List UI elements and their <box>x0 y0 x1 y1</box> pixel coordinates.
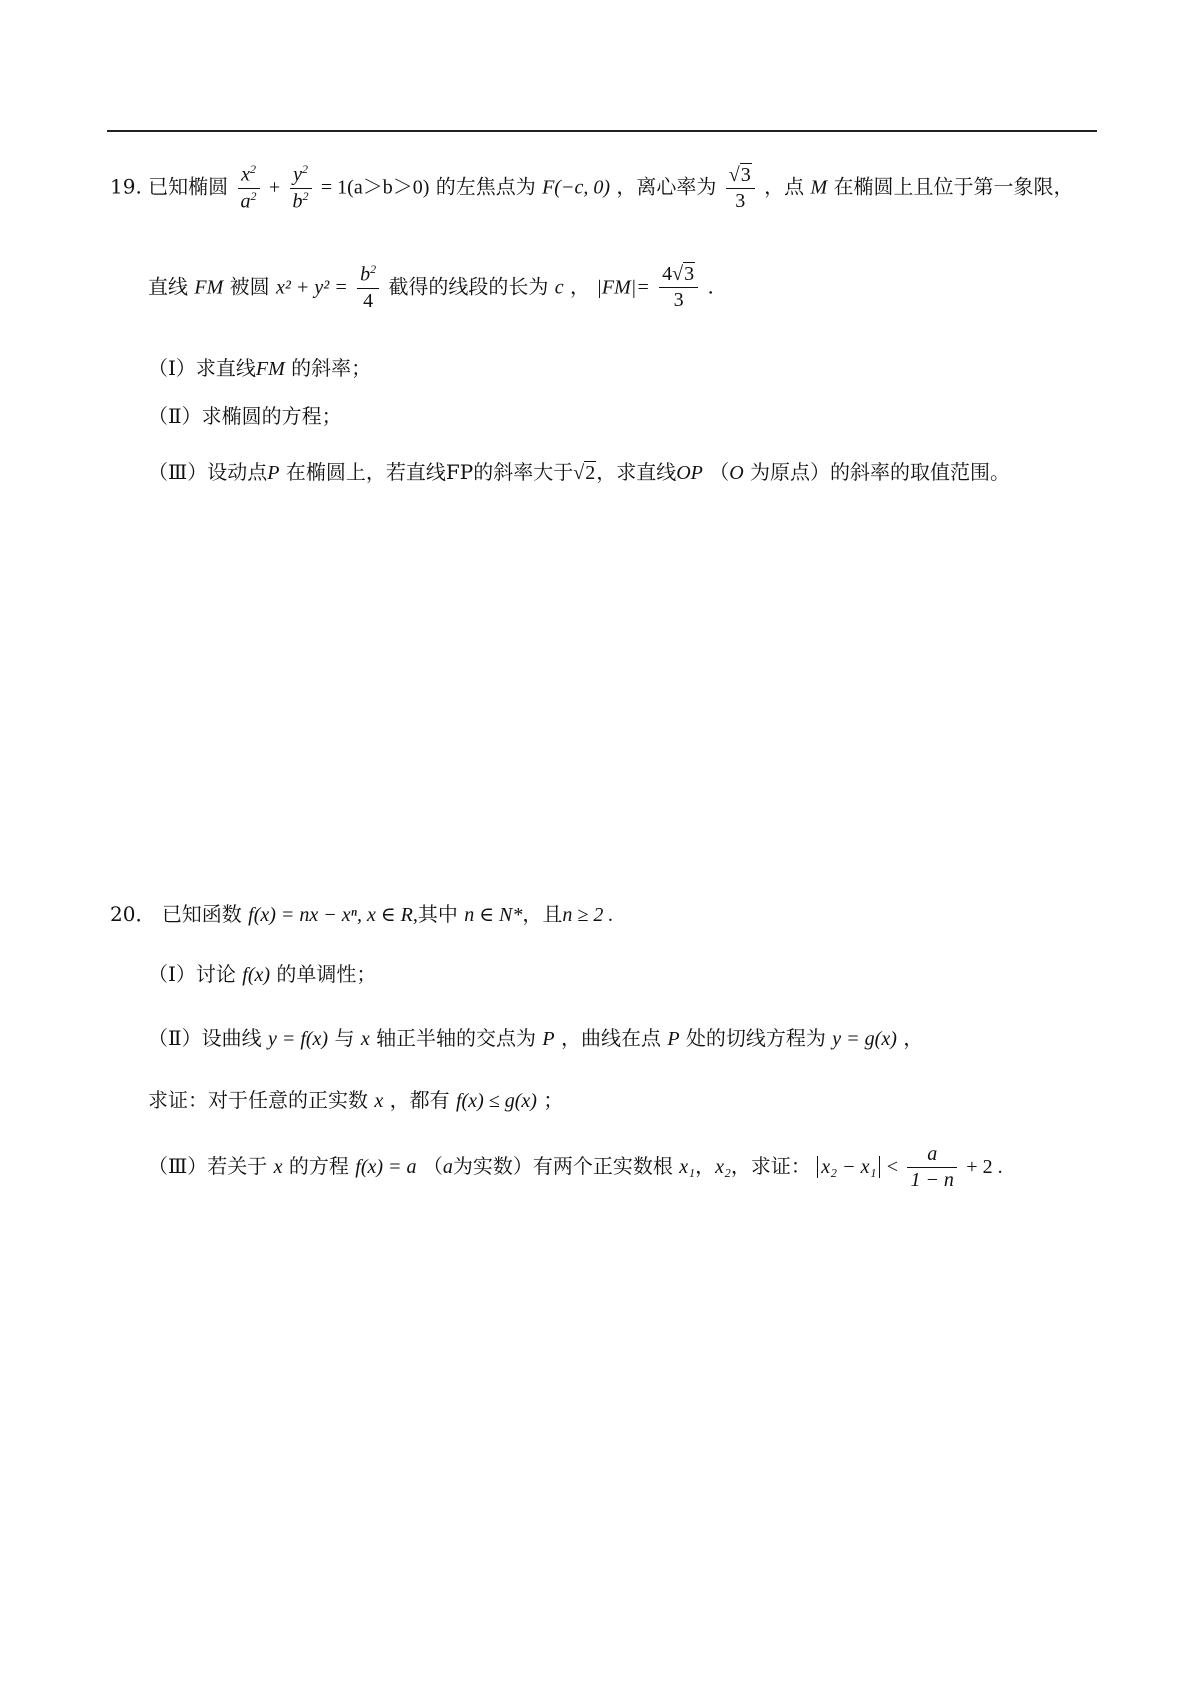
fraction-x2-a2: $\frac{x^2}{a^2}$ <box>238 162 260 214</box>
absolute-value-expression: x₂ − x₁ <box>817 1156 880 1178</box>
eccentricity-fraction: $\frac{√3}{3}$ <box>726 163 755 214</box>
q20-part2: （Ⅱ）设曲线 y = f(x) 与 x 轴正半轴的交点为 P ，曲线在点 P 处的切线方程为 y = g(x) ， <box>148 1026 924 1050</box>
fraction-a-over-1-minus-n: $\frac{a}{1 - n}$ <box>907 1142 957 1193</box>
q19-part3: （Ⅲ）设动点P 在椭圆上，若直线FP的斜率大于√2，求直线OP （O 为原点）的斜率的取值范围。 <box>148 460 1011 484</box>
fraction-4sqrt3-3: $\frac{4√3}{3}$ <box>659 262 698 313</box>
q20-number: 20． <box>110 902 156 926</box>
fraction-b2-4: $\frac{b^2}{4}$ <box>357 262 379 314</box>
q20-proof: 求证：对于任意的正实数 x ，都有 f(x) ≤ g(x) ； <box>148 1088 564 1112</box>
q19-part2: （Ⅱ）求椭圆的方程； <box>148 404 342 428</box>
q19-part1: （Ⅰ）求直线FM 的斜率； <box>148 356 372 380</box>
q19-number: 19. <box>110 174 142 199</box>
q20-part1: （Ⅰ）讨论 f(x) 的单调性； <box>148 962 377 986</box>
fraction-y2-b2: $\frac{y^2}{b^2}$ <box>290 162 312 214</box>
header-rule <box>107 130 1097 132</box>
q20-line1: 20． 已知函数 f(x) = nx − xⁿ, x ∈ R,其中 n ∈ N*，且n ≥ 2 . <box>110 902 614 926</box>
q19-line1: 19. 已知椭圆 $\frac{x^2}{a^2}$ + $\frac{y^2}{b^2}$ = 1(a＞b＞0) 的左焦点为 F(−c, 0) ，离心率为 $\frac{√3}{3}$ ，点 M 在椭圆上且位于第一象限， <box>110 162 1074 213</box>
q20-part3: （Ⅲ）若关于 x 的方程 f(x) = a （a为实数）有两个正实数根 x₁，x₂，求证： x₂ − x₁ < $\frac{a}{1 - n}$ + 2 . <box>148 1143 1003 1191</box>
q19-line2: 直线 FM 被圆 x² + y² = $\frac{b^2}{4}$ 截得的线段的长为 c ， |FM|= $\frac{4√3}{3}$ . <box>148 262 714 312</box>
